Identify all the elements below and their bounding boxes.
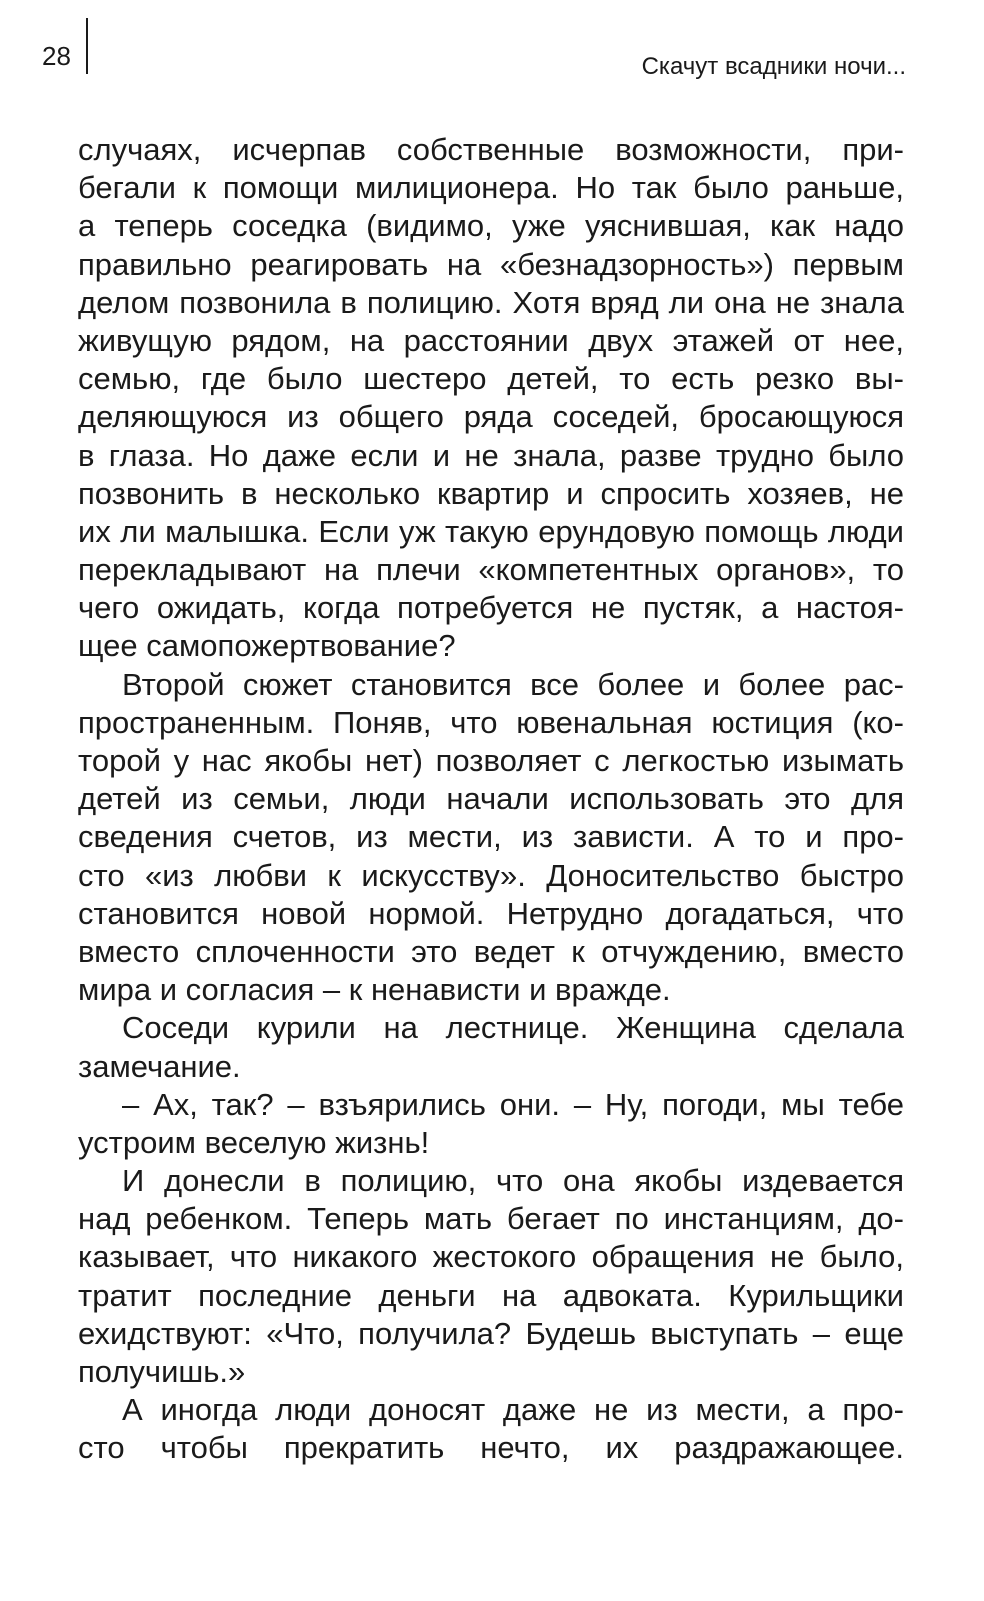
text-line: Соседи курили на лестнице. Женщина сделала bbox=[122, 1010, 904, 1046]
text-line: в глаза. Но даже если и не знала, разве трудно было bbox=[78, 437, 904, 473]
text-line: тратит последние деньги на адвоката. Курильщики bbox=[78, 1277, 904, 1313]
text-line: позвонить в несколько квартир и спросить хозяев, не bbox=[78, 475, 904, 511]
text-line: И донесли в полицию, что она якобы издевается bbox=[122, 1163, 904, 1199]
text-line: Второй сюжет становится все более и более рас- bbox=[122, 666, 904, 702]
page-number: 28 bbox=[42, 41, 71, 71]
text-line: перекладывают на плечи «компетентных органов», то bbox=[78, 552, 904, 588]
text-line: ехидствуют: «Что, получила? Будешь выступать – еще bbox=[78, 1315, 904, 1351]
text-line: становится новой нормой. Нетрудно догадаться, что bbox=[78, 895, 904, 931]
header-divider bbox=[86, 18, 88, 74]
text-line: бегали к помощи милиционера. Но так было раньше, bbox=[78, 170, 904, 206]
text-line: устроим веселую жизнь! bbox=[78, 1124, 430, 1160]
text-line: сто «из любви к искусству». Доносительство быстро bbox=[78, 857, 904, 893]
page-header bbox=[0, 0, 984, 110]
text-line: А иногда люди доносят даже не из мести, а про- bbox=[122, 1392, 904, 1428]
text-line: детей из семьи, люди начали использовать это для bbox=[78, 781, 904, 817]
text-line: делом позвонила в полицию. Хотя вряд ли она не знала bbox=[78, 284, 904, 320]
text-line: сто чтобы прекратить нечто, их раздражающее. bbox=[78, 1430, 904, 1466]
text-line: сведения счетов, из мести, из зависти. А то и про- bbox=[78, 819, 904, 855]
text-line: торой у нас якобы нет) позволяет с легкостью изымать bbox=[78, 743, 904, 778]
body-text bbox=[78, 131, 904, 1468]
text-line: случаях, исчерпав собственные возможности, при- bbox=[78, 132, 904, 167]
text-line: получишь.» bbox=[78, 1354, 246, 1389]
running-title: Скачут всадники ночи... bbox=[641, 53, 906, 80]
text-line: – Ах, так? – взъярились они. – Ну, погоди, мы тебе bbox=[122, 1086, 904, 1122]
text-line: деляющуюся из общего ряда соседей, бросающуюся bbox=[78, 399, 904, 435]
text-line: казывает, что никакого жестокого обращения не было, bbox=[78, 1239, 904, 1275]
text-line: их ли малышка. Если уж такую ерундовую помощь люди bbox=[78, 513, 904, 549]
text-line: чего ожидать, когда потребуется не пустяк, а настоя- bbox=[78, 590, 904, 626]
text-line: пространенным. Поняв, что ювенальная юстиция (ко- bbox=[78, 704, 904, 740]
text-line: мира и согласия – к ненависти и вражде. bbox=[78, 972, 671, 1008]
text-line: правильно реагировать на «безнадзорность») первым bbox=[78, 246, 904, 282]
text-line: семью, где было шестеро детей, то есть резко вы- bbox=[78, 361, 904, 397]
text-line: вместо сплоченности это ведет к отчуждению, вместо bbox=[78, 933, 904, 969]
text-line: над ребенком. Теперь мать бегает по инстанциям, до- bbox=[78, 1201, 904, 1237]
text-line: живущую рядом, на расстоянии двух этажей от нее, bbox=[78, 322, 904, 358]
text-line: замечание. bbox=[78, 1048, 241, 1084]
text-line: щее самопожертвование? bbox=[78, 628, 456, 664]
text-line: а теперь соседка (видимо, уже уяснившая, как надо bbox=[78, 208, 904, 244]
